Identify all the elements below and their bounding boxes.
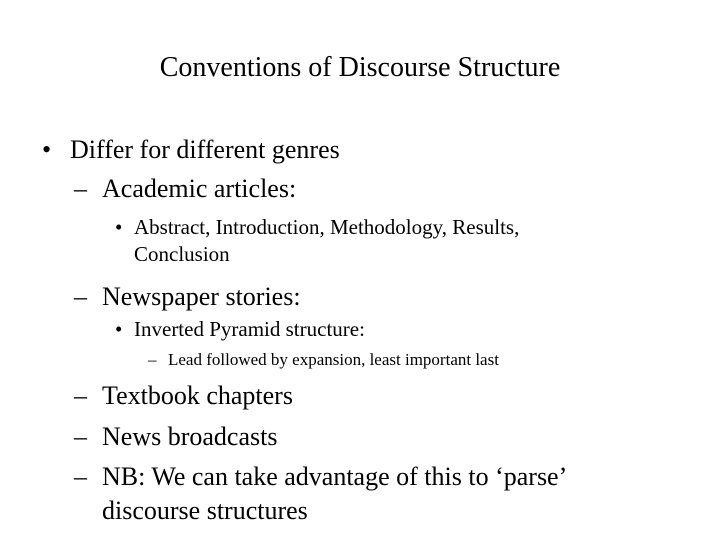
detail-text-line-1: Abstract, Introduction, Methodology, Results, (134, 215, 520, 239)
sub-bullet-text-line-2: discourse structures (102, 496, 308, 525)
dash-marker: – (74, 174, 87, 203)
detail-text: Inverted Pyramid structure: (134, 317, 365, 341)
bullet-marker: • (42, 135, 52, 164)
sub-bullet-text-line-1: NB: We can take advantage of this to ‘parse’ (102, 462, 568, 491)
minor-text: Lead followed by expansion, least important last (168, 350, 499, 369)
dash-marker: – (74, 381, 87, 410)
bullet-marker: • (115, 215, 123, 239)
dash-marker: – (148, 350, 157, 369)
sub-bullet-text: Textbook chapters (102, 381, 293, 410)
detail-text-line-2: Conclusion (134, 242, 230, 266)
bullet-marker: • (115, 317, 123, 341)
dash-marker: – (74, 422, 87, 451)
sub-bullet-text: Academic articles: (102, 174, 297, 203)
bullet-text: Differ for different genres (70, 135, 340, 164)
dash-marker: – (74, 462, 87, 491)
sub-bullet-text: News broadcasts (102, 422, 278, 451)
sub-bullet-text: Newspaper stories: (102, 282, 301, 311)
slide-title: Conventions of Discourse Structure (159, 52, 561, 83)
dash-marker: – (74, 282, 87, 311)
